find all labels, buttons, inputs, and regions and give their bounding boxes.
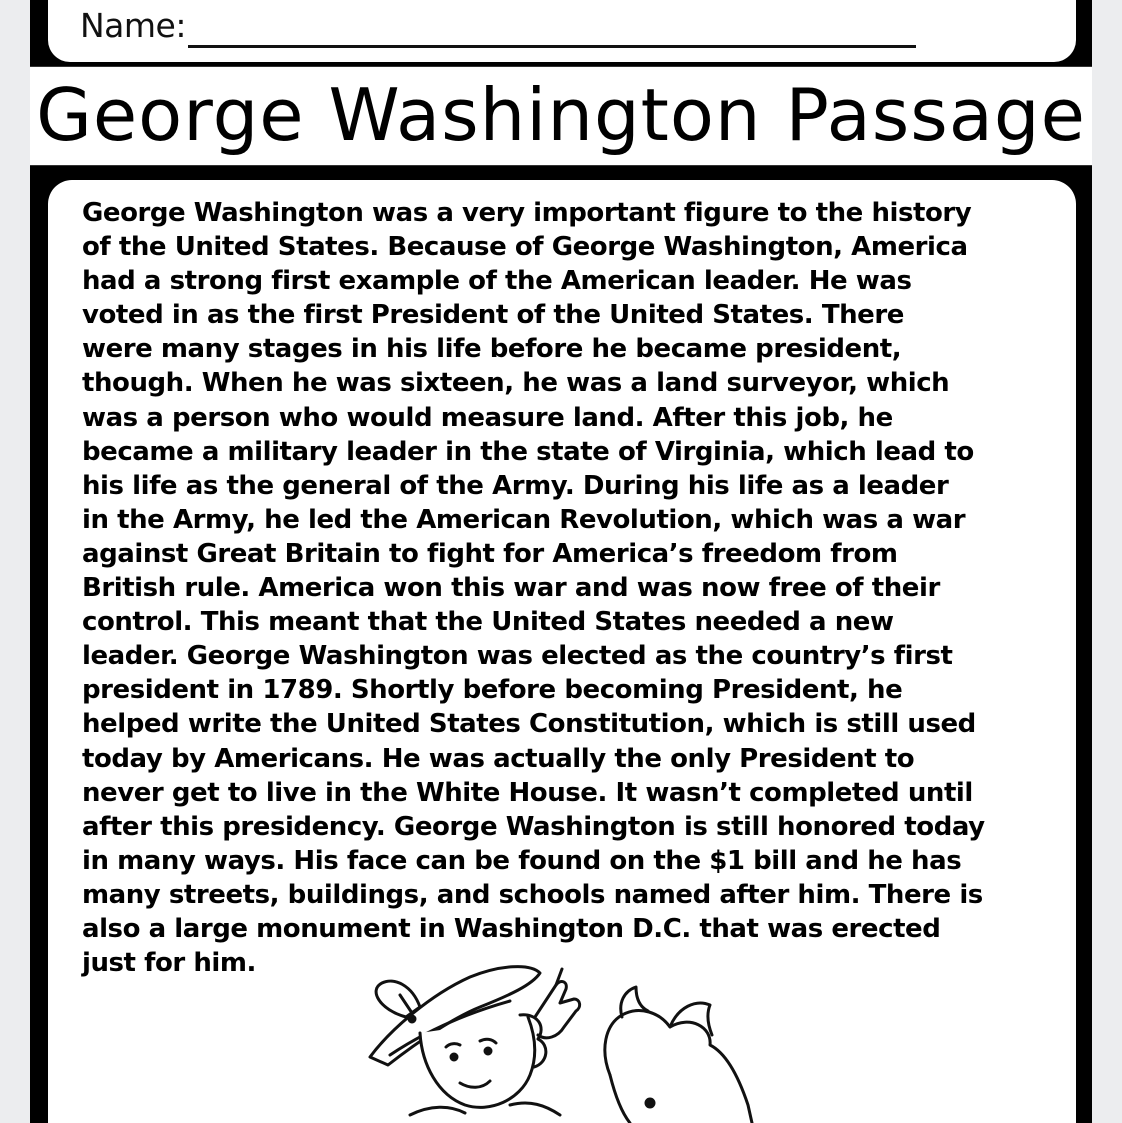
passage-line: his life as the general of the Army. During his life as a leader — [82, 470, 949, 501]
feather-icon — [376, 981, 420, 1017]
horse-head — [605, 1011, 752, 1123]
passage-line: after this presidency. George Washington is still honored today — [82, 811, 985, 842]
passage-line: leader. George Washington was elected as the country’s first — [82, 641, 953, 672]
face — [420, 1017, 535, 1107]
name-input-line[interactable] — [188, 45, 916, 48]
passage-line: was a person who would measure land. After this job, he — [82, 402, 893, 433]
name-box — [48, 0, 1076, 62]
passage-line: George Washington was a very important figure to the history — [82, 198, 972, 228]
passage-line: just for him. — [82, 948, 256, 979]
passage-line: British rule. America won this war and was now free of their — [82, 573, 940, 604]
passage-line: had a strong first example of the American leader. He was — [82, 266, 912, 297]
title-band — [30, 66, 1092, 166]
passage-line: control. This meant that the United States needed a new — [82, 607, 894, 638]
passage-line: against Great Britain to fight for America’s freedom from — [82, 538, 898, 569]
passage-line: voted in as the first President of the United States. There — [82, 300, 904, 331]
passage-line: president in 1789. Shortly before becoming President, he — [82, 675, 903, 706]
passage-line: today by Americans. He was actually the only President to — [82, 743, 915, 774]
passage-line: in the Army, he led the American Revolution, which was a war — [82, 504, 966, 535]
page-title: George Washington Passage — [36, 73, 1086, 157]
passage-line: of the United States. Because of George Washington, America — [82, 232, 968, 263]
name-label: Name: — [80, 6, 186, 45]
passage-line: also a large monument in Washington D.C. that was erected — [82, 913, 941, 944]
passage-line: helped write the United States Constitution, which is still used — [82, 709, 976, 740]
passage-line: were many stages in his life before he became president, — [82, 334, 902, 365]
passage-line: though. When he was sixteen, he was a land surveyor, which — [82, 368, 950, 399]
passage-line: never get to live in the White House. It wasn’t completed until — [82, 777, 973, 808]
passage-line: many streets, buildings, and schools named after him. There is — [82, 879, 983, 910]
passage-line: in many ways. His face can be found on the $1 bill and he has — [82, 845, 962, 876]
passage-text — [82, 196, 1052, 980]
passage-line: became a military leader in the state of Virginia, which lead to — [82, 436, 974, 467]
george-washington-on-horse-illustration — [360, 955, 760, 1123]
